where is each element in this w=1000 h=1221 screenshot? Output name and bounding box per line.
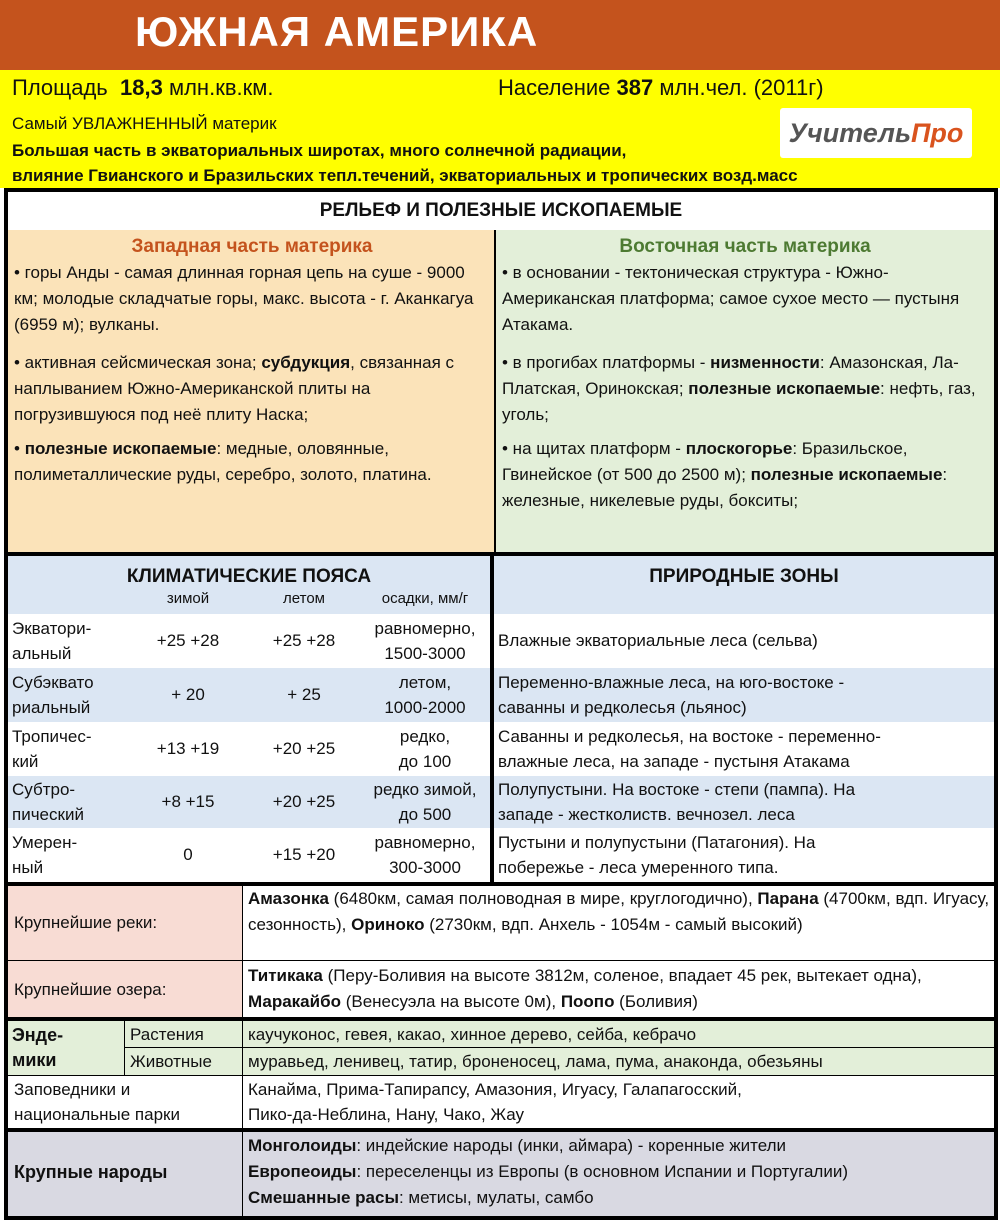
zone-text: Саванны и редколесья, на востоке - переменно- влажные леса, на западе - пустыня Атакама: [498, 727, 881, 771]
east-text-2: • в прогибах платформы - низменности: Амазонская, Ла-Платская, Оринокская; полезные ископаемые: нефть, газ, уголь;: [502, 353, 976, 424]
climate-row: [8, 722, 490, 776]
peoples-row-3: Смешанные расы: метисы, мулаты, самбо: [248, 1188, 594, 1207]
climate-row: [8, 614, 490, 668]
summary-panel: [0, 70, 1000, 188]
title-bar: [0, 0, 1000, 70]
col-winter: зимой: [166, 590, 210, 607]
population-label: Население: [498, 75, 611, 100]
area-line: [12, 75, 273, 101]
climate-header: [8, 556, 490, 614]
animals-label: Животные: [130, 1052, 212, 1071]
climate-name: Умерен- ный: [12, 833, 78, 877]
plants-label: Растения: [130, 1025, 204, 1044]
relief-east: [496, 230, 994, 552]
main-table: [4, 188, 998, 1220]
endemics-label: Энде- мики: [12, 1025, 64, 1070]
climate-summer: +15 +20: [272, 845, 336, 864]
peoples-row-1: Монголоиды: индейские народы (инки, аймара) - коренные жители: [248, 1136, 787, 1155]
parks: [8, 1076, 994, 1128]
rivers-text: Амазонка (6480км, самая полноводная в мире, круглогодично), Парана (4700км, вдп. Игуасу, сезонность), Ориноко (2730км, вдп. Анхель - 1054м - самый высокий): [248, 889, 990, 934]
climate-summer: +20 +25: [272, 739, 336, 758]
endemics: [8, 1021, 994, 1075]
fact-line-2: Большая часть в экваториальных широтах, много солнечной радиации,: [12, 141, 627, 160]
zone-row: [494, 614, 994, 668]
rivers-label: Крупнейшие реки:: [14, 913, 158, 932]
zone-row: [494, 722, 994, 776]
population-line: [498, 75, 824, 101]
climate-winter: +13 +19: [156, 739, 220, 758]
climate-row: [8, 776, 490, 828]
climate-precip: равномерно, 1500-3000: [374, 619, 476, 663]
east-title: Восточная часть материка: [619, 236, 871, 257]
area-label: Площадь: [12, 75, 108, 100]
zone-text: Пустыни и полупустыни (Патагония). На побережье - леса умеренного типа.: [498, 833, 816, 877]
zone-row: [494, 668, 994, 722]
lakes-label: Крупнейшие озера:: [14, 980, 167, 999]
zone-row: [494, 776, 994, 828]
climate-precip: редко, до 100: [398, 727, 452, 771]
relief-west: [8, 230, 496, 552]
east-text-3: • на щитах платформ - плоскогорье: Бразильское, Гвинейское (от 500 до 2500 м); полезные ископаемые: железные, никелевые руды, бокситы;: [502, 439, 948, 510]
relief-title: РЕЛЬЕФ И ПОЛЕЗНЫЕ ИСКОПАЕМЫЕ: [319, 200, 683, 221]
col-precip: осадки, мм/г: [381, 590, 469, 607]
climate-summer: +25 +28: [272, 631, 336, 650]
lakes-label-cell: [8, 961, 242, 1017]
area-value: 18,3: [120, 75, 163, 100]
climate-precip: редко зимой, до 500: [373, 780, 477, 824]
climate-name: Субтро- пический: [12, 780, 84, 824]
logo-text-1: Учитель: [788, 118, 911, 148]
climate-precip: равномерно, 300-3000: [374, 833, 476, 877]
population-value: 387: [616, 75, 654, 100]
climate-summer: +20 +25: [272, 792, 336, 811]
logo: [780, 108, 972, 158]
zone-text: Влажные экваториальные леса (сельва): [498, 631, 818, 650]
page-title: ЮЖНАЯ АМЕРИКА: [135, 8, 539, 55]
peoples-label: Крупные народы: [14, 1162, 168, 1182]
fact-line-1: Самый УВЛАЖНЕННЫЙ материк: [12, 114, 277, 133]
climate-winter: + 20: [171, 685, 205, 704]
parks-label: Заповедники и национальные парки: [14, 1080, 180, 1124]
climate-winter: 0: [183, 845, 193, 864]
parks-list: Канайма, Прима-Тапирапсу, Амазония, Игуасу, Галапагосский, Пико-да-Неблина, Нану, Чако, Жау: [248, 1080, 742, 1124]
animals-list: муравьед, ленивец, татир, броненосец, лама, пума, анаконда, обезьяны: [248, 1052, 823, 1071]
east-text-1: • в основании - тектоническая структура - Южно-Американская платформа; самое сухое место — пустыня Атакама.: [502, 263, 960, 334]
climate-title: КЛИМАТИЧЕСКИЕ ПОЯСА: [126, 566, 372, 587]
west-title: Западная часть материка: [131, 236, 373, 257]
west-text-2: • активная сейсмическая зона; субдукция, связанная с наплыванием Южно-Американской плиты на погрузившуюся под неё плиту Наска;: [14, 353, 455, 424]
climate-name: Тропичес- кий: [12, 727, 92, 771]
climate-winter: +25 +28: [156, 631, 220, 650]
area-unit: млн.кв.км.: [168, 75, 274, 100]
zone-text: Полупустыни. На востоке - степи (пампа). На западе - жестколиств. вечнозел. леса: [498, 780, 856, 824]
peoples: [8, 1132, 994, 1216]
logo-text-2: Про: [910, 118, 964, 148]
climate-name: Экватори- альный: [12, 619, 92, 663]
climate-winter: +8 +15: [161, 792, 215, 811]
rivers-label-cell: [8, 886, 242, 960]
climate-row: [8, 668, 490, 722]
zone-text: Переменно-влажные леса, на юго-востоке - саванны и редколесья (льянос): [498, 673, 845, 717]
climate-summer: + 25: [287, 685, 321, 704]
zones-title: ПРИРОДНЫЕ ЗОНЫ: [649, 566, 839, 587]
zones-header: [494, 556, 994, 614]
zone-row: [494, 828, 994, 882]
climate-row: [8, 828, 490, 882]
west-text-1: • горы Анды - самая длинная горная цепь на суше - 9000 км; молодые складчатые горы, макс. высота - г. Аканкагуа (6959 м); вулканы.: [14, 263, 474, 334]
fact-line-3: влияние Гвианского и Бразильских тепл.течений, экваториальных и тропических возд.масс: [12, 166, 798, 185]
plants-list: каучуконос, гевея, какао, хинное дерево, сейба, кебрачо: [248, 1025, 697, 1044]
peoples-row-2: Европеоиды: переселенцы из Европы (в основном Испании и Португалии): [248, 1162, 849, 1181]
population-unit: млн.чел. (2011г): [659, 75, 824, 100]
west-text-3: • полезные ископаемые: медные, оловянные, полиметаллические руды, серебро, золото, платина.: [14, 439, 432, 484]
lakes-text: Титикака (Перу-Боливия на высоте 3812м, соленое, впадает 45 рек, вытекает одна), Маракайбо (Венесуэла на высоте 0м), Поопо (Боливия): [248, 966, 922, 1011]
col-summer: летом: [283, 590, 325, 607]
climate-precip: летом, 1000-2000: [384, 673, 466, 717]
climate-name: Субэквато риальный: [12, 673, 94, 717]
